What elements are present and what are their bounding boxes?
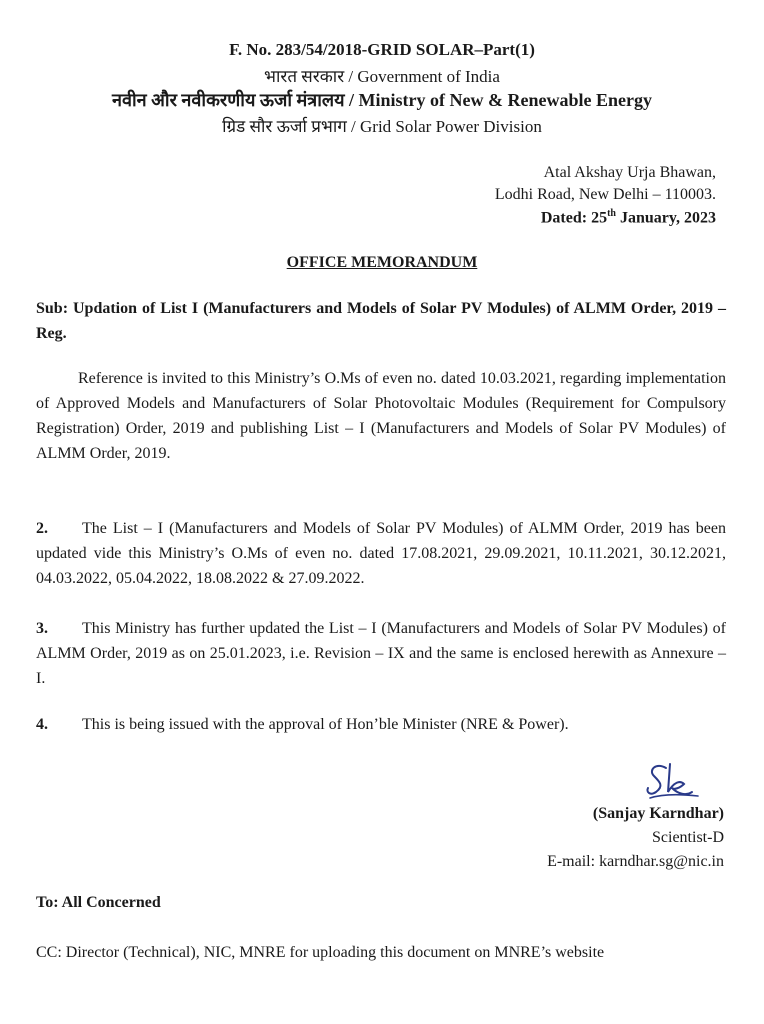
paragraph-4-number: 4. [36,716,48,733]
cc-line: CC: Director (Technical), NIC, MNRE for uploading this document on MNRE’s website [36,944,605,961]
signatory-email: E-mail: karndhar.sg@nic.in [547,853,724,870]
paragraph-2 [36,516,726,591]
date-superscript: th [607,208,616,219]
paragraph-1 [36,366,726,466]
paragraph-1-text: Reference is invited to this Ministry’s O.Ms of even no. dated 10.03.2021, regarding implementation of Approved Models and Manufacturers of Solar Photovoltaic Modules (Requirement for Compulsory Registration) Order, 2019 and publishing List – I (Manufacturers and Models of Solar PV Modules) of ALMM Order, 2019. [36,370,726,462]
paragraph-4-text: This is being issued with the approval of Hon’ble Minister (NRE & Power). [82,716,569,733]
to-line: To: All Concerned [36,894,161,911]
page-title: OFFICE MEMORANDUM [286,254,478,271]
ministry-line: नवीन और नवीकरणीय ऊर्जा मंत्रालय / Ministry of New & Renewable Energy [112,90,652,110]
government-line: भारत सरकार / Government of India [264,67,500,86]
date-suffix: January, 2023 [615,209,716,227]
division-line: ग्रिड सौर ऊर्जा प्रभाग / Grid Solar Power Division [222,117,542,136]
subject-line: Sub: Updation of List I (Manufacturers and Models of Solar PV Modules) of ALMM Order, 2019 – Reg. [36,300,726,342]
paragraph-2-number: 2. [36,520,48,537]
signatory-name: (Sanjay Karndhar) [592,805,724,822]
signatory-designation: Scientist-D [652,829,724,846]
paragraph-3 [36,616,726,691]
address-line-2: Lodhi Road, New Delhi – 110003. [494,186,716,203]
signature-mark [640,758,704,804]
paragraph-4 [36,712,726,737]
dated-line [541,208,716,227]
paragraph-2-text: The List – I (Manufacturers and Models of Solar PV Modules) of ALMM Order, 2019 has been updated vide this Ministry’s O.Ms of even no. dated 17.08.2021, 29.09.2021, 10.11.2021, 30.12.2021, 04.03.2022, 05.04.2022, 18.08.2022 & 27.09.2022. [36,520,726,587]
address-line-1: Atal Akshay Urja Bhawan, [543,164,716,181]
paragraph-3-number: 3. [36,620,48,637]
date-prefix: Dated: 25 [540,209,608,227]
paragraph-3-text: This Ministry has further updated the List – I (Manufacturers and Models of Solar PV Modules) of ALMM Order, 2019 as on 25.01.2023, i.e. Revision – IX and the same is enclosed herewith as Annexure – I. [36,620,726,687]
file-number: F. No. 283/54/2018-GRID SOLAR–Part(1) [229,40,535,59]
